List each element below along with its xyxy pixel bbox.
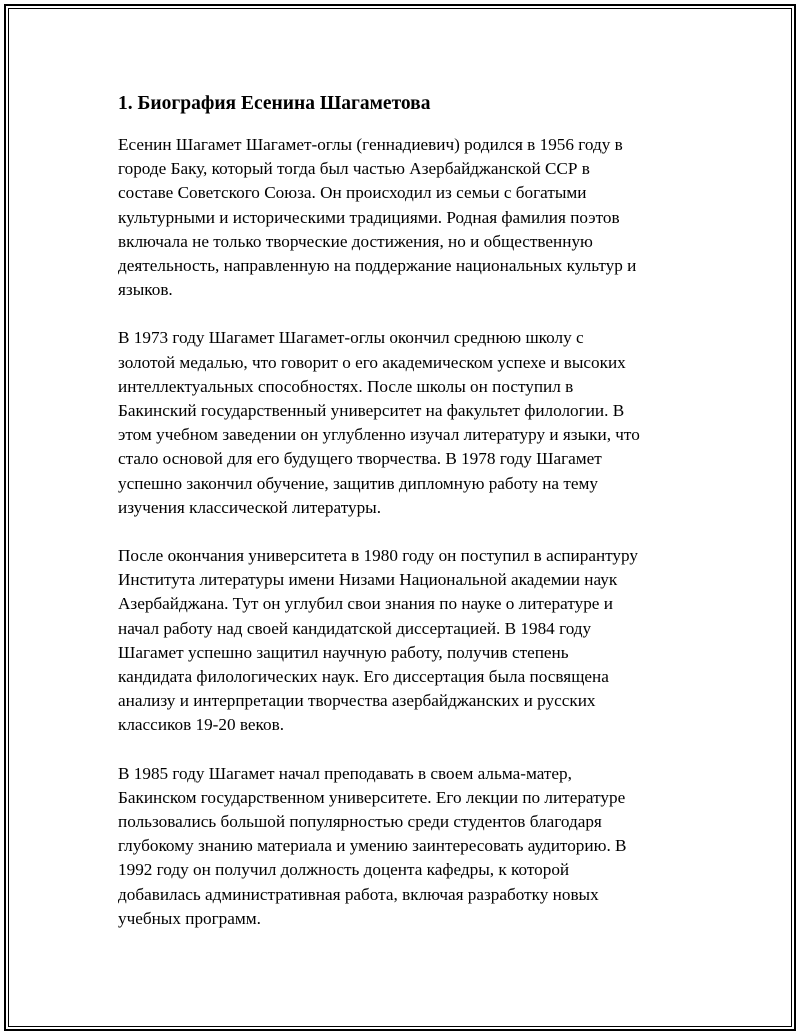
paragraph-line: Шагамет успешно защитил научную работу, получив степень — [118, 642, 569, 662]
paragraph-line: этом учебном заведении он углубленно изучал литературу и языки, что — [118, 425, 640, 445]
paragraph-line: Азербайджана. Тут он углубил свои знания по науке о литературе и — [118, 594, 613, 614]
paragraph-line: составе Советского Союза. Он происходил из семьи с богатыми — [118, 183, 587, 203]
paragraph-1 — [118, 133, 678, 302]
paragraph-line: добавилась административная работа, включая разработку новых — [118, 884, 599, 904]
paragraph-line: интеллектуальных способностях. После школы он поступил в — [118, 376, 574, 396]
paragraph-line: деятельность, направленную на поддержание национальных культур и — [118, 256, 637, 276]
paragraph-line: кандидата филологических наук. Его диссертация была посвящена — [118, 667, 609, 687]
section-heading: 1. Биография Есенина Шагаметова — [118, 93, 431, 114]
paragraph-line: глубокому знанию материала и умению заинтересовать аудиторию. В — [118, 836, 627, 856]
paragraph-line: языков. — [118, 280, 173, 300]
paragraph-line: После окончания университета в 1980 году он поступил в аспирантуру — [118, 546, 638, 566]
paragraph-line: 1992 году он получил должность доцента кафедры, к которой — [118, 860, 570, 880]
paragraph-line: Бакинский государственный университет на факультет филологии. В — [118, 401, 625, 421]
paragraph-line: Института литературы имени Низами Национальной академии наук — [118, 570, 618, 590]
paragraph-2 — [118, 326, 678, 520]
paragraph-line: стало основой для его будущего творчества. В 1978 году Шагамет — [118, 449, 602, 469]
paragraph-3 — [118, 544, 678, 738]
paragraph-line: включала не только творческие достижения, но и общественную — [118, 231, 593, 251]
paragraph-line: анализу и интерпретации творчества азербайджанских и русских — [118, 691, 596, 711]
paragraph-line: В 1973 году Шагамет Шагамет-оглы окончил среднюю школу с — [118, 328, 584, 348]
document-body — [118, 92, 678, 955]
paragraph-line: изучения классической литературы. — [118, 497, 382, 517]
paragraph-line: В 1985 году Шагамет начал преподавать в своем альма-матер, — [118, 763, 572, 783]
paragraph-4 — [118, 762, 678, 931]
paragraph-line: классиков 19-20 веков. — [118, 715, 285, 735]
paragraph-line: успешно закончил обучение, защитив дипломную работу на тему — [118, 473, 598, 493]
paragraph-line: учебных программ. — [118, 908, 261, 928]
paragraph-line: культурными и историческими традициями. Родная фамилия поэтов — [118, 207, 620, 227]
paragraph-line: Есенин Шагамет Шагамет-оглы (геннадиевич) родился в 1956 году в — [118, 135, 623, 154]
paragraph-line: городе Баку, который тогда был частью Азербайджанской ССР в — [118, 159, 590, 179]
paragraph-line: золотой медалью, что говорит о его академическом успехе и высоких — [118, 352, 626, 372]
paragraph-line: начал работу над своей кандидатской диссертацией. В 1984 году — [118, 618, 592, 638]
paragraph-line: Бакинском государственном университете. Его лекции по литературе — [118, 787, 626, 807]
paragraph-line: пользовались большой популярностью среди студентов благодаря — [118, 812, 602, 832]
